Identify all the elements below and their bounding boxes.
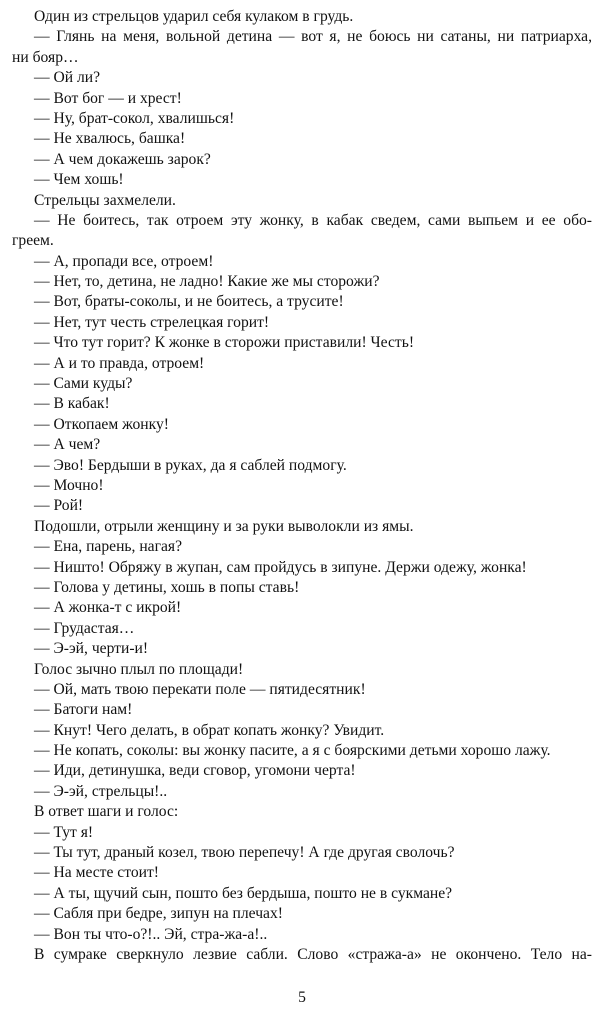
- text-line: — Нет, то, детина, не ладно! Какие же мы сторожи?: [34, 273, 380, 291]
- text-line: — А, пропади все, отроем!: [34, 252, 214, 270]
- text-line: — Эво! Бердыши в руках, да я саблей подмогу.: [34, 456, 347, 474]
- text-line: — Не хвалюсь, башка!: [34, 130, 186, 148]
- text-line: — Сами куды?: [34, 375, 133, 393]
- text-line: — Нет, тут честь стрелецкая горит!: [34, 313, 270, 331]
- text-line: — Ты тут, драный козел, твою перепечу! А где другая сволочь?: [34, 844, 455, 862]
- text-line: греем.: [12, 232, 54, 250]
- text-line: Стрельцы захмелели.: [34, 191, 176, 209]
- text-line: — А жонка-т с икрой!: [34, 599, 182, 617]
- text-line: — Ну, брат-сокол, хвалишься!: [34, 109, 235, 127]
- page-body-text: [12, 7, 592, 965]
- text-line: Один из стрельцов ударил себя кулаком в грудь.: [34, 8, 354, 25]
- text-line: — Что тут горит? К жонке в сторожи приставили! Честь!: [34, 334, 415, 352]
- text-line: Подошли, отрыли женщину и за руки выволокли из ямы.: [34, 517, 414, 535]
- text-line: — Иди, детинушка, веди сговор, угомони черта!: [34, 762, 356, 780]
- text-line: — Ена, парень, нагая?: [34, 538, 182, 556]
- text-line: В ответ шаги и голос:: [34, 803, 179, 821]
- text-line: — Рой!: [34, 497, 84, 515]
- text-line: — Э-эй, черти-и!: [34, 640, 149, 658]
- text-line: — А чем докажешь зарок?: [34, 150, 211, 168]
- text-line: — Тут я!: [34, 823, 94, 841]
- text-line: — Батоги нам!: [34, 701, 133, 719]
- text-line: — Вот, браты-соколы, и не боитесь, а трусите!: [34, 293, 344, 311]
- text-line: — Вон ты что-о?!.. Эй, стра-жа-а!..: [34, 925, 268, 943]
- text-line: — Сабля при бедре, зипун на плечах!: [34, 905, 283, 923]
- text-line: В сумраке сверкнуло лезвие сабли. Слово «стража-а» не окончено. Тело на-: [34, 945, 592, 963]
- text-line: — А чем?: [34, 436, 101, 454]
- text-line: — На месте стоит!: [34, 864, 159, 882]
- text-line: — Не боитесь, так отроем эту жонку, в кабак сведем, сами выпьем и ее обо-: [34, 211, 592, 229]
- text-line: — Мочно!: [34, 476, 104, 494]
- text-line: — Ой ли?: [34, 69, 101, 87]
- text-line: Голос зычно плыл по площади!: [34, 660, 244, 678]
- page-number: 5: [298, 989, 306, 1006]
- text-line: — Чем хошь!: [34, 171, 124, 189]
- text-line: — В кабак!: [34, 395, 110, 413]
- text-line: — А и то правда, отроем!: [34, 354, 205, 372]
- text-line: — Откопаем жонку!: [34, 415, 169, 433]
- text-line: — Кнут! Чего делать, в обрат копать жонку? Увидит.: [34, 721, 385, 739]
- text-line: — Вот бог — и хрест!: [34, 89, 182, 107]
- text-line: — А ты, щучий сын, пошто без бердыша, пошто не в сукмане?: [34, 884, 453, 902]
- text-line: — Ой, мать твою перекати поле — пятидесятник!: [34, 680, 366, 698]
- text-line: — Э-эй, стрельцы!..: [34, 782, 168, 800]
- text-line: — Голова у детины, хошь в попы ставь!: [34, 578, 300, 596]
- text-line: — Ништо! Обряжу в жупан, сам пройдусь в зипуне. Держи одежу, жонка!: [34, 558, 527, 576]
- text-line: — Грудастая…: [34, 619, 135, 637]
- text-line: ни бояр…: [12, 48, 79, 66]
- text-line: — Глянь на меня, вольной детина — вот я, не боюсь ни сатаны, ни патриарха,: [34, 28, 592, 46]
- text-line: — Не копать, соколы: вы жонку пасите, а я с боярскими детьми хорошо лажу.: [34, 742, 551, 760]
